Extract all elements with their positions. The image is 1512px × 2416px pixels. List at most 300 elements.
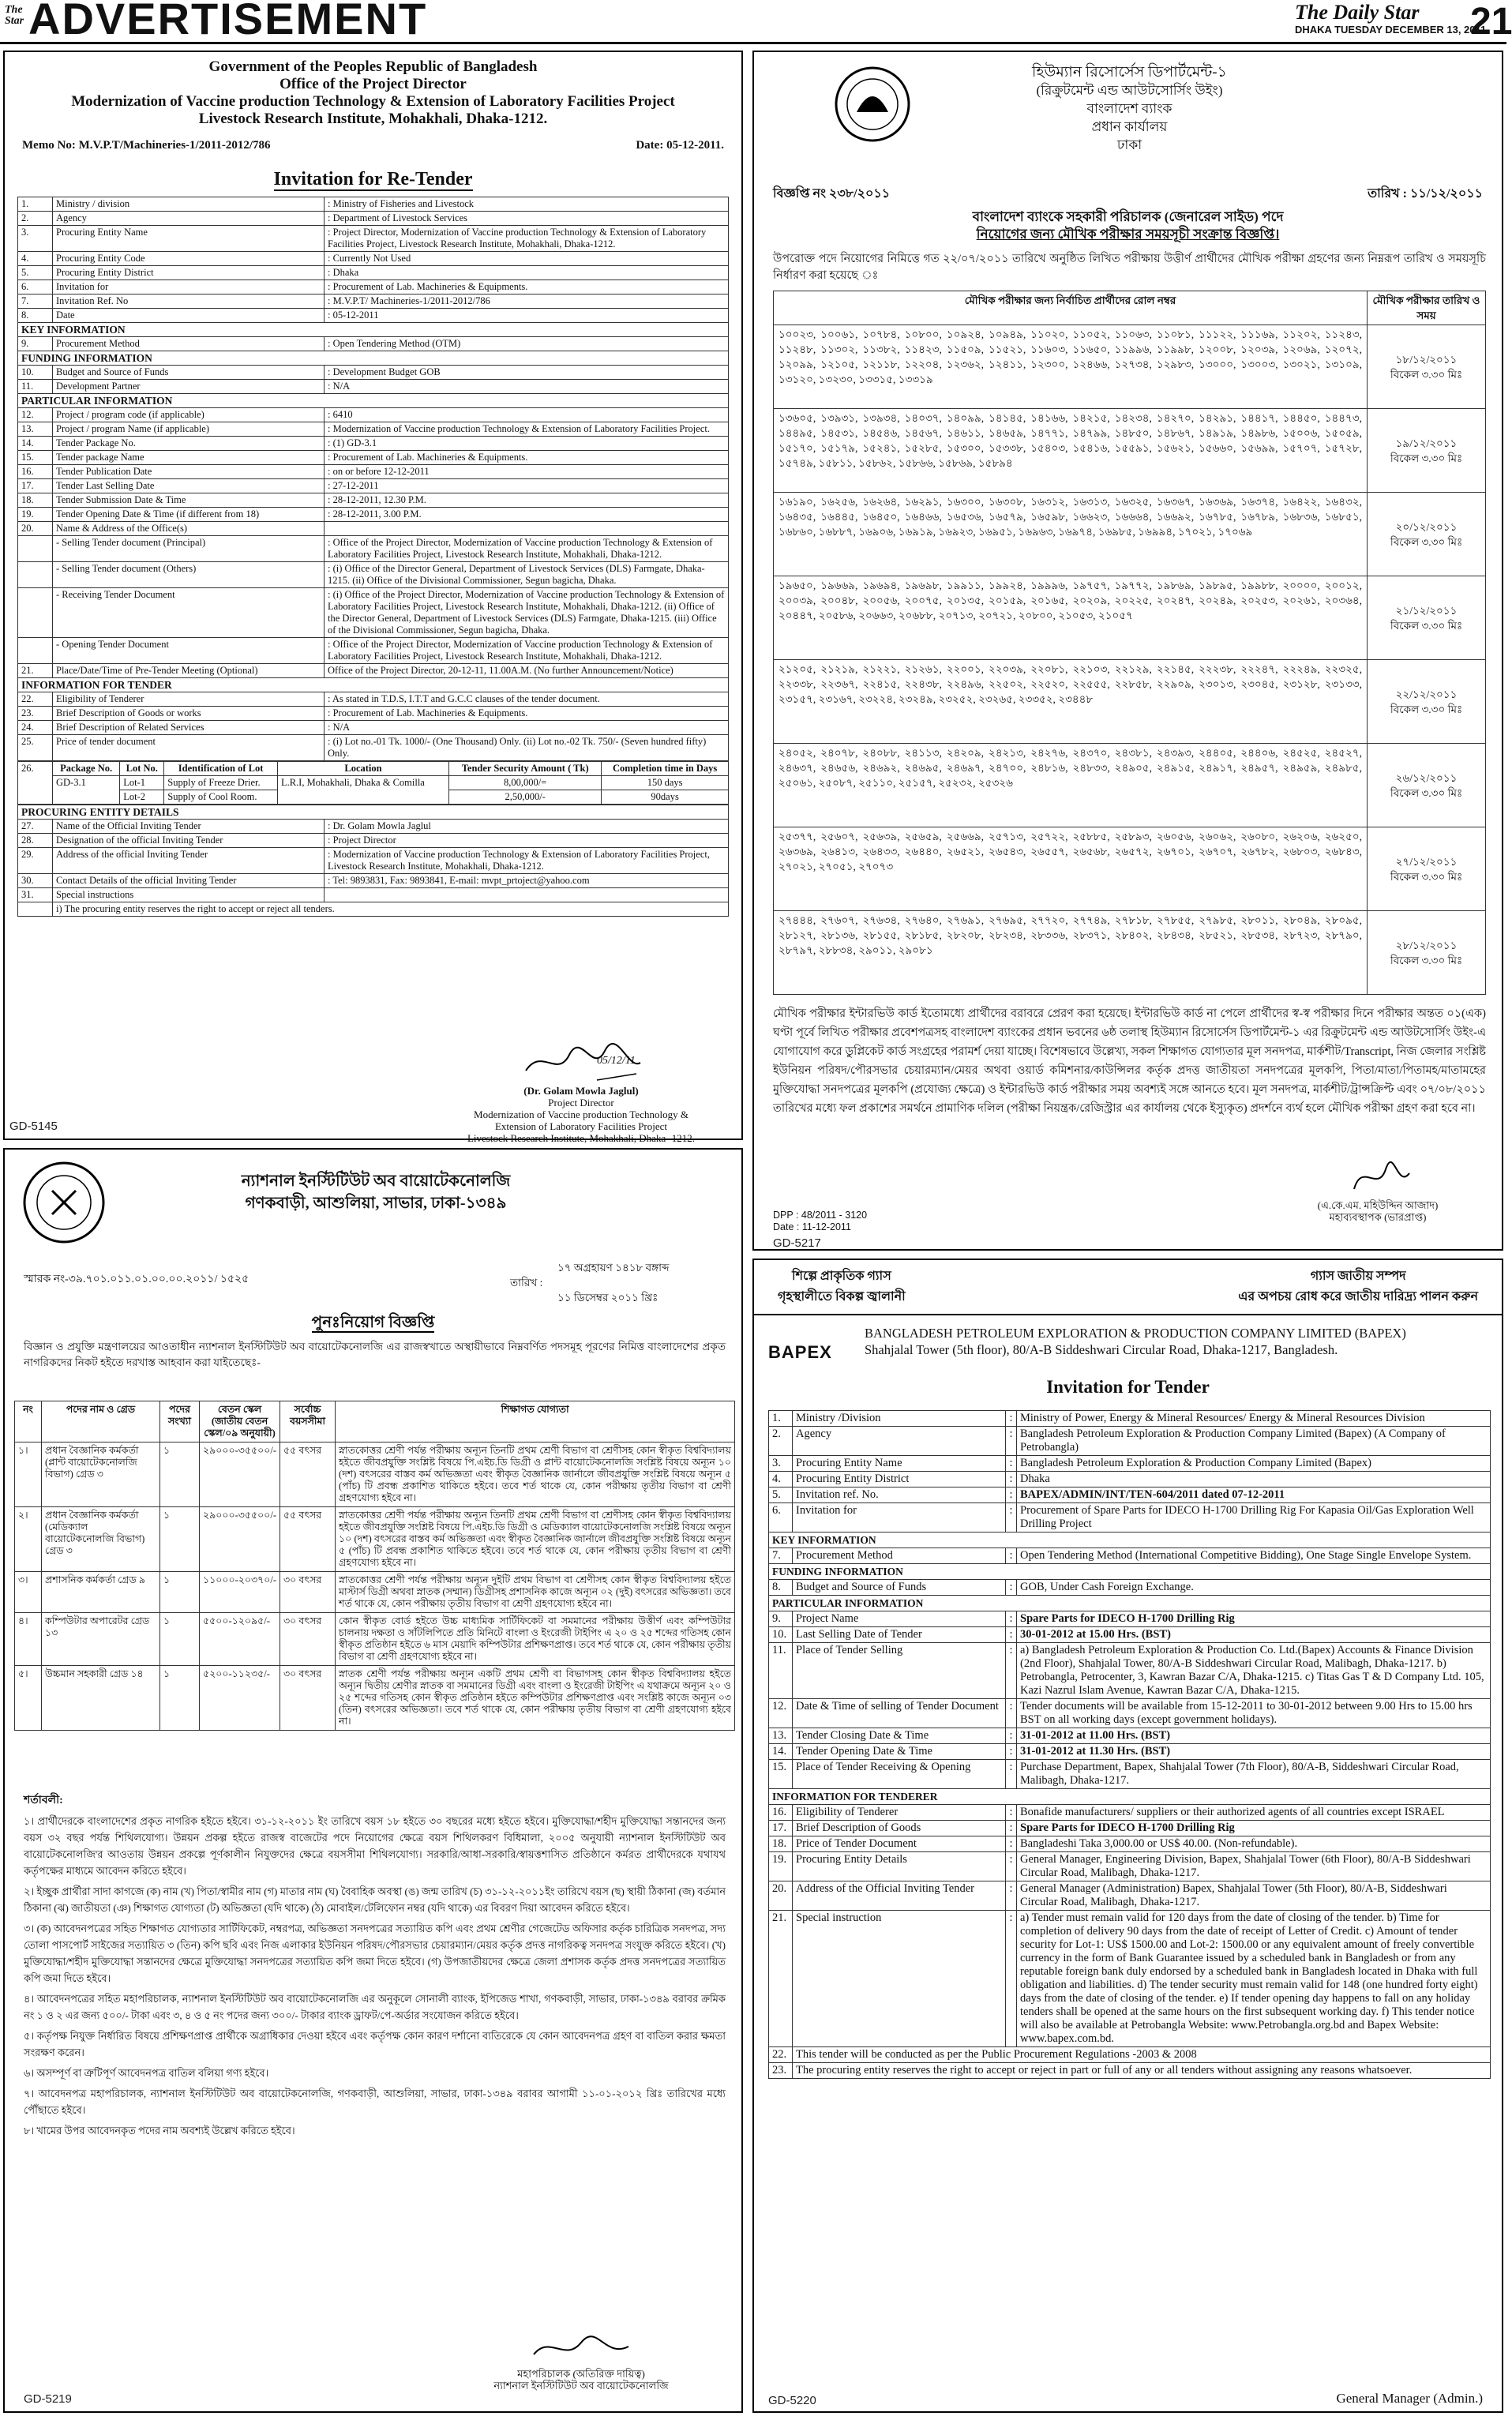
roll-numbers: ১৬১৯০, ১৬২৫৬, ১৬২৬৪, ১৬২৯১, ১৬৩০০, ১৬৩০৮, ১৬৩১২, ১৬৩১৩, ১৬৩২৫, ১৬৩৬৭, ১৬৩৬৯, ১৬৩৭৪, ১৬৪২২, ১৬৪৩২, ১৬৪৩৫, ১৬৪৪৫, ১৬৪৫০, ১৬৪৬৬, ১৬৫৩৬, ১৬৫৭৯, ১৬৫৯৮, ১৬৬২৩, ১৬৬৬৪, ১৬৬৯২, ১৬৭৮৫, ১৬৭৮৯, ১৬৮৩৬, ১৬৮৫১, ১৬৮৬০, ১৬৮৮৭, ১৬৯০৬, ১৬৯১৯, ১৬৯২৩, ১৬৯৫১, ১৬৯৬৩, ১৬৯৭৪, ১৬৯৮৫, ১৬৯৯৪, ১৭০২১, ১৭০৬৯ <box>774 493 1368 576</box>
row-label: Agency <box>793 1427 1006 1456</box>
row-value: : Modernization of Vaccine production Technology & Extension of Laboratory Facilities Project, Livestock Research Institute, Mohakhali, Dhaka-1212. <box>325 848 729 874</box>
ad1-tender-table <box>17 197 729 917</box>
roll-numbers: ১০০২৩, ১০০৬১, ১০৭৮৪, ১০৮০০, ১০৯২৪, ১০৯৪৯, ১১০২০, ১১০৫২, ১১০৬৩, ১১০৮১, ১১১২২, ১১১৬৯, ১১২০২, ১১২৪৩, ১১২৪৮, ১১৩০২, ১১৩৮২, ১১৪২৩, ১১৫০৯, ১১৫২১, ১১৬০৩, ১১৬৫০, ১১৯৯৬, ১১৯৯৮, ১২০০৮, ১২০৩৯, ১২০৬৯, ১২০৭২, ১২০৯৯, ১২১০৫, ১২১১৮, ১২২০৪, ১২৩৬২, ১২৪১১, ১২৩০০, ১২৪৬৬, ১২৭৩৪, ১২৯৮৩, ১৩০০০, ১৩০০৩, ১৩০২১, ১৩১০৯, ১৩১২০, ১৩২৩০, ১৩৩১৫, ১৩৩১৯ <box>774 325 1368 409</box>
nib-logo-icon <box>21 1159 107 1246</box>
lot-header: Tender Security Amount ( Tk) <box>449 762 602 776</box>
row-value: Procurement of Spare Parts for IDECO H-1700 Drilling Rig For Kapasia Oil/Gas Exploration Well Drilling Project <box>1017 1503 1491 1533</box>
memo-number: Memo No: M.V.P.T/Machineries-1/2011-2012/786 <box>22 139 271 152</box>
row-number <box>18 562 53 588</box>
row-value: : 27-12-2011 <box>325 479 729 493</box>
sig-line: (এ.কে.এম. মহিউদ্দিন আজাদ) <box>1317 1199 1439 1211</box>
row-colon: : <box>1006 1699 1017 1728</box>
table-row <box>18 536 729 562</box>
date-line: ১৭ অগ্রহায়ণ ১৪১৮ বঙ্গাব্দ <box>557 1262 670 1274</box>
viva-time: বিকেল ৩.৩০ মিঃ <box>1390 452 1463 464</box>
row-colon: : <box>1006 1911 1017 2047</box>
row-number: 27. <box>18 820 53 834</box>
org-address: Shahjalal Tower (5th floor), 80/A-B Siddeshwari Circular Road, Dhaka-1217, Bangladesh. <box>865 1342 1338 1357</box>
row-colon: : <box>1006 1411 1017 1427</box>
banner-left <box>778 1266 906 1307</box>
row-value: : As stated in T.D.S, I.T.T and G.C.C clauses of the tender document. <box>325 692 729 707</box>
row-label: Development Partner <box>53 380 325 394</box>
ad-vaccine-retender <box>3 51 743 1144</box>
posts-header: শিক্ষাগত যোগ্যতা <box>336 1401 735 1442</box>
row-label: Invitation for <box>53 280 325 294</box>
row-colon: : <box>1006 1580 1017 1596</box>
row-label: Ministry /Division <box>793 1411 1006 1427</box>
row-value: 30-01-2012 at 15.00 Hrs. (BST) <box>1017 1627 1491 1643</box>
row-label: Special instructions <box>53 888 325 902</box>
masthead <box>0 0 1512 44</box>
row-label: Agency <box>53 212 325 226</box>
row-number: 9. <box>18 337 53 351</box>
row-label: - Opening Tender Document <box>53 638 325 664</box>
table-row <box>18 508 729 522</box>
row-number: 8. <box>18 309 53 323</box>
row-value: : Ministry of Fisheries and Livestock <box>325 197 729 212</box>
table-row <box>18 888 729 902</box>
row-colon: : <box>1006 1643 1017 1699</box>
viva-time: বিকেল ৩.৩০ মিঃ <box>1390 535 1463 548</box>
ad1-signature-block <box>431 1039 731 1144</box>
tender-info-table <box>17 197 729 761</box>
post-row <box>15 1666 735 1731</box>
viva-date: ২৮/১২/২০১১ <box>1395 939 1458 951</box>
term-item: ৩। (ক) আবেদনপত্রের সহিত শিক্ষাগত যোগ্যতার সার্টিফিকেট, নম্বরপত্র, অভিজ্ঞতা সনদপত্রের সত্যায়িত কপি এবং প্রথম শ্রেণীর গেজেটেড অফিসার কর্তৃক চারিত্রিক সনদপত্র, সদ্য তোলা পাসপোর্ট সাইজের সত্যায়িত ৩ (তিন) কপি ছবি এবং নিজ এলাকার ইউনিয়ন পরিষদ/পৌরসভার চেয়ারম্যান/মেয়র কর্তৃক প্রদত্ত নাগরিকত্ব সনদপত্র সংযুক্ত করিতে হইবে। (খ) মুক্তিযোদ্ধা/শহীদ মুক্তিযোদ্ধা সন্তানদের ক্ষেত্রে মুক্তিযোদ্ধা সনদপত্রের সত্যায়িত কপি জমা দিতে হইবে। (গ) উপজাতীয়দের ক্ষেত্রে জেলা প্রশাসক কর্তৃক প্রদত্ত সনদপত্রের সত্যায়িত কপি জমা দিতে হইবে। <box>24 1923 726 1984</box>
row-colon: : <box>1006 1456 1017 1472</box>
section-heading: INFORMATION FOR TENDERER <box>769 1789 1491 1805</box>
term-item: ৮। খামের উপর আবেদনকৃত পদের নাম অবশ্যই উল্লেখ করিতে হইবে। <box>24 2125 295 2137</box>
row-colon: : <box>1006 1487 1017 1503</box>
row-value: Open Tendering Method (International Competitive Bidding), One Stage Single Envelope System. <box>1017 1548 1491 1564</box>
table-row <box>18 197 729 212</box>
row-colon: : <box>1006 1821 1017 1836</box>
sig-line: Livestock Research Institute, Mohakhali, Dhaka -1212. <box>467 1132 696 1144</box>
post-count: ১ <box>160 1666 200 1731</box>
lot-no: Lot-1 <box>120 776 164 790</box>
row-label: Date <box>53 309 325 323</box>
table-row <box>18 408 729 422</box>
ad4-banner <box>754 1260 1502 1315</box>
post-count: ১ <box>160 1507 200 1572</box>
row-value: Spare Parts for IDECO H-1700 Drilling Rig <box>1017 1611 1491 1627</box>
row-number: 23. <box>769 2063 793 2079</box>
row-value: : Open Tendering Method (OTM) <box>325 337 729 351</box>
row-label: Tender package Name <box>53 451 325 465</box>
table-row <box>18 280 729 294</box>
post-edu: স্নাতকোত্তর শ্রেণী পর্যন্ত পরীক্ষায় অন্যূন তিনটি প্রথম শ্রেণী বিভাগ বা শ্রেণীসহ কোন স্বীকৃত বিশ্ববিদ্যালয় হইতে জীবপ্রযুক্তি সংশ্লিষ্ট বিষয়ে পি.এইচ.ডি ডিগ্রী ও মেডিক্যাল বায়োটেকনোলজি সংশ্লিষ্ট বিষয়ে অন্যূন ১০ (দশ) বৎসরের বাস্তব কর্ম অভিজ্ঞতা এবং স্বীকৃত বৈজ্ঞানিক জার্নালে জীবপ্রযুক্তি সংশ্লিষ্ট বিষয়ে অন্যূন ৫ (পাঁচ) টি প্রবন্ধ প্রকাশিত থাকিতে হইবে। তবে শর্ত থাকে যে, কোন পরীক্ষায় তৃতীয় বিভাগ বা শ্রেণী গ্রহণযোগ্য হইবে না। <box>336 1507 735 1572</box>
row-number: 24. <box>18 721 53 735</box>
row-value: : 28-12-2011, 3.00 P.M. <box>325 508 729 522</box>
ad2-signature-graphic <box>1267 1157 1488 1197</box>
roll-col-header: মৌখিক পরীক্ষার জন্য নির্বাচিত প্রার্থীদের রোল নম্বর <box>774 291 1368 325</box>
row-number: 3. <box>769 1456 793 1472</box>
ad2-header-line: ঢাকা <box>1116 137 1142 152</box>
row-number <box>18 902 53 917</box>
roll-number-table <box>773 291 1486 995</box>
table-row <box>18 394 729 408</box>
row-value: : Development Budget GOB <box>325 366 729 380</box>
row-number: 19. <box>18 508 53 522</box>
ad-bapex-tender <box>752 1259 1503 2413</box>
row-label: - Receiving Tender Document <box>53 588 325 638</box>
viva-date: ২১/১২/২০১১ <box>1395 604 1458 617</box>
row-colon: : <box>1006 1627 1017 1643</box>
viva-schedule <box>1368 325 1486 409</box>
row-number <box>18 536 53 562</box>
roll-group-row <box>774 493 1486 576</box>
row-number: 10. <box>18 366 53 380</box>
table-row <box>18 451 729 465</box>
ad3-signature-block <box>447 2331 715 2392</box>
roll-group-row <box>774 576 1486 660</box>
row-label: Procurement Method <box>793 1548 1006 1564</box>
row-label: Invitation ref. No. <box>793 1487 1006 1503</box>
section-heading: PARTICULAR INFORMATION <box>18 394 729 408</box>
table-row <box>18 337 729 351</box>
posts-header: পদের সংখ্যা <box>160 1401 200 1442</box>
viva-schedule <box>1368 660 1486 744</box>
row-number: 12. <box>18 408 53 422</box>
viva-schedule <box>1368 576 1486 660</box>
row-label: Tender Publication Date <box>53 465 325 479</box>
section-heading: KEY INFORMATION <box>769 1533 1491 1548</box>
table-row <box>18 902 729 917</box>
row-number: 4. <box>18 252 53 266</box>
row-label: Ministry / division <box>53 197 325 212</box>
table-row <box>18 848 729 874</box>
lot-header-row <box>18 762 729 776</box>
section-heading: PROCURING ENTITY DETAILS <box>18 805 729 820</box>
row-number: 5. <box>18 266 53 280</box>
ad3-terms <box>24 1791 726 2143</box>
lot-table <box>17 761 729 805</box>
viva-date: ২৭/১২/২০১১ <box>1395 855 1458 868</box>
row-value: 31-01-2012 at 11.00 Hrs. (BST) <box>1017 1728 1491 1744</box>
row-label: Name of the Official Inviting Tender <box>53 820 325 834</box>
row-label: Procuring Entity District <box>793 1472 1006 1487</box>
row-value: : (i) Lot no.-01 Tk. 1000/- (One Thousand) Only. (ii) Lot no.-02 Tk. 750/- (Seven hundred fifty) Only. <box>325 735 729 761</box>
post-count: ১ <box>160 1572 200 1613</box>
row-number: 1. <box>769 1411 793 1427</box>
lot-header: Package No. <box>53 762 120 776</box>
table-row <box>18 638 729 664</box>
section-heading: KEY INFORMATION <box>18 323 729 337</box>
table-row <box>18 437 729 451</box>
table-row <box>769 1472 1491 1487</box>
table-row <box>18 226 729 252</box>
table-row <box>18 309 729 323</box>
row-number: 2. <box>18 212 53 226</box>
viva-date: ১৯/১২/২০১১ <box>1395 437 1458 449</box>
row-number: 11. <box>18 380 53 394</box>
row-number: 8. <box>769 1580 793 1596</box>
row-number: 26. <box>18 762 53 805</box>
row-text: i) The procuring entity reserves the right to accept or reject all tenders. <box>53 902 729 917</box>
row-label: Eligibility of Tenderer <box>793 1805 1006 1821</box>
row-label: Place/Date/Time of Pre-Tender Meeting (Optional) <box>53 664 325 678</box>
row-number: 30. <box>18 874 53 888</box>
terms-title: শর্তাবলী: <box>24 1795 63 1806</box>
row-number: 15. <box>769 1760 793 1789</box>
roll-numbers: ২৫৩৭৭, ২৫৬০৭, ২৫৬৩৯, ২৫৬৫৯, ২৫৬৬৯, ২৫৭১৩, ২৫৭২২, ২৫৮৮৫, ২৫৮৯৩, ২৬০৫৬, ২৬০৬২, ২৬০৮০, ২৬২০৬, ২৬২৫০, ২৬৩৬৯, ২৬৪১৩, ২৬৪৩৩, ২৬৪৪০, ২৬৫২১, ২৬৫৪৩, ২৬৫৫৭, ২৬৫৬৮, ২৬৫৭২, ২৬৭০১, ২৬৭০৭, ২৬৭৮২, ২৬৮০৩, ২৬৮৪৩, ২৭০২১, ২৭০৫১, ২৭০৭৩ <box>774 827 1368 911</box>
banner-line: গৃহস্থালীতে বিকল্প জ্বালানী <box>778 1290 906 1304</box>
table-row <box>769 1411 1491 1427</box>
row-colon: : <box>1006 1760 1017 1789</box>
row-value: Tender documents will be available from 15-12-2011 to 30-01-2012 between 9.00 Hrs to 15.00 hrs BST on all working days (except government holidays). <box>1017 1699 1491 1728</box>
ad2-header-line: প্রধান কার্যালয় <box>1091 119 1168 134</box>
term-item: ৬। অসম্পূর্ণ বা ত্রুটিপূর্ণ আবেদনপত্র বাতিল বলিয়া গণ্য হইবে। <box>24 2067 269 2079</box>
row-value: : Tel: 9893831, Fax: 9893841, E-mail: mvpt_prtoject@yahoo.com <box>325 874 729 888</box>
post-post: কম্পিউটার অপারেটর গ্রেড ১৩ <box>42 1613 160 1666</box>
row-label: Procuring Entity District <box>53 266 325 280</box>
table-row <box>18 707 729 721</box>
banner-line: শিল্পে প্রাকৃতিক গ্যাস <box>791 1270 891 1283</box>
row-number: 16. <box>769 1805 793 1821</box>
row-label: Place of Tender Selling <box>793 1643 1006 1699</box>
roll-numbers: ২৪০৫২, ২৪০৭৮, ২৪০৮৮, ২৪১১৩, ২৪২০৯, ২৪২১৩, ২৪২৭৬, ২৪৩৭০, ২৪৩৮১, ২৪৩৯৩, ২৪৪০৫, ২৪৪০৬, ২৪৫২৫, ২৪৫২৭, ২৪৬৩৭, ২৪৬৫৬, ২৪৬৯২, ২৪৬৯৫, ২৪৬৯৭, ২৪৭০০, ২৪৮১৬, ২৪৮৩৩, ২৪৯০৫, ২৪৯১৫, ২৪৯১৭, ২৪৯৫৭, ২৪৯৫৯, ২৪৯৮৫, ২৫০৬১, ২৫০৮৭, ২৫১১০, ২৫১৫৭, ২৫২৩২, ২৫৩২৬ <box>774 744 1368 827</box>
row-value: : Procurement of Lab. Machineries & Equipments. <box>325 707 729 721</box>
row-number: 18. <box>769 1836 793 1852</box>
dpp-line: Date : 11-12-2011 <box>773 1221 851 1232</box>
row-colon: : <box>1006 1836 1017 1852</box>
row-text: This tender will be conducted as per the Public Procurement Regulations -2003 & 2008 <box>793 2047 1491 2063</box>
ad2-header-line: হিউম্যান রিসোর্সেস ডিপার্টমেন্ট-১ <box>1032 64 1227 81</box>
post-age: ৫৫ বৎসর <box>280 1442 336 1507</box>
row-label: Procuring Entity Name <box>793 1456 1006 1472</box>
viva-schedule <box>1368 409 1486 493</box>
sig-line: Project Director <box>548 1097 614 1109</box>
viva-date: ২২/১২/২০১১ <box>1395 688 1458 700</box>
row-number: 17. <box>18 479 53 493</box>
row-label: Tender Last Selling Date <box>53 479 325 493</box>
row-value: Bangladesh Petroleum Exploration & Production Company Limited (Bapex) <box>1017 1456 1491 1472</box>
ad2-title-line: নিয়োগের জন্য মৌখিক পরীক্ষার সময়সূচী সংক্রান্ত বিজ্ঞপ্তি। <box>976 227 1280 242</box>
term-item: ৪। আবেদনপত্রের সহিত মহাপরিচালক, ন্যাশনাল ইনস্টিটিউট অব বায়োটেকনোলজি এর অনুকূলে সোনালী ব্যাংক, ইপিজেড শাখা, গণকবাড়ী, সাভার, ঢাকা-১৩৪৯ বরাবর ক্রমিক নং ১ ও ২ এর জন্য ৫০০/- টাকা এবং ৩, ৪ ও ৫ নং পদের জন্য ৩০০/- টাকার ব্যাংক ড্রাফট/পে-অর্ডার সংযোজন করিতে হইবে। <box>24 1993 726 2021</box>
table-row <box>769 1611 1491 1627</box>
row-number: 12. <box>769 1699 793 1728</box>
row-value: : M.V.P.T/ Machineries-1/2011-2012/786 <box>325 294 729 309</box>
roll-numbers: ১৯৬৫০, ১৯৬৬৯, ১৯৬৯৪, ১৯৬৯৮, ১৯৯১১, ১৯৯২৪, ১৯৯৯৬, ১৯৭৫৭, ১৯৭৭২, ১৯৮৬৯, ১৯৮৯৫, ১৯৯৮৮, ২০০০০, ২০০১২, ২০০৩৯, ২০০৪৮, ২০০৫৬, ২০০৭৫, ২০১৩৫, ২০১৫৯, ২০১৬৫, ২০২০৯, ২০২২৫, ২০২৪৭, ২০২৪৯, ২০২৫৩, ২০২৬১, ২০৩৬৪, ২০৪৪৭, ২০৫৮৬, ২০৬৬৩, ২০৬৮৮, ২০৭১৩, ২০৭২১, ২০৮০০, ২১০৫৩, ২১০৫৭ <box>774 576 1368 660</box>
row-colon: : <box>1006 1611 1017 1627</box>
row-number: 14. <box>18 437 53 451</box>
signature-date: 05/12/11 <box>597 1055 636 1067</box>
row-colon: : <box>1006 1548 1017 1564</box>
ad3-memo: স্মারক নং-৩৯.৭০১.০১১.০১.০০.০০.২০১১/ ১৫২৫ <box>24 1274 249 1285</box>
signature-scribble <box>431 1039 731 1085</box>
memo-date: Date: 05-12-2011. <box>636 139 724 152</box>
row-value: General Manager (Administration) Bapex, Shahjalal Tower (5th Floor), 80/A-B, Siddeshwari Circular Road, Malibagh, Dhaka-1217. <box>1017 1881 1491 1911</box>
row-label: - Selling Tender document (Principal) <box>53 536 325 562</box>
lot-header: Location <box>277 762 448 776</box>
bapex-tender-table <box>768 1410 1491 2079</box>
table-row <box>769 1760 1491 1789</box>
viva-time: বিকেল ৩.৩০ মিঃ <box>1390 786 1463 799</box>
row-label: Invitation for <box>793 1503 1006 1533</box>
row-value: : Project Director, Modernization of Vaccine production Technology & Extension of Laboratory Facilities Project, Livestock Research Institute, Mohakhali, Dhaka-1212. <box>325 226 729 252</box>
roll-group-row <box>774 325 1486 409</box>
table-row <box>769 1728 1491 1744</box>
post-edu: স্নাতকোত্তর শ্রেণী পর্যন্ত পরীক্ষায় অন্যূন তিনটি প্রথম শ্রেণী বিভাগ বা শ্রেণীসহ কোন স্বীকৃত বিশ্ববিদ্যালয় হইতে জীবপ্রযুক্তি সংশ্লিষ্ট বিষয়ে পি.এইচ.ডি ডিগ্রী ও প্লান্ট বায়োটেকনোলজি সংশ্লিষ্ট বিষয়ে অন্যূন ১০ (দশ) বৎসরের বাস্তব কর্ম অভিজ্ঞতা এবং স্বীকৃত বৈজ্ঞানিক জার্নালে জীবপ্রযুক্তি সংশ্লিষ্ট বিষয়ে অন্যূন ৫ (পাঁচ) টি প্রবন্ধ প্রকাশিত থাকিতে হইবে। তবে শর্ত থাকে যে, কোন পরীক্ষায় তৃতীয় বিভাগ বা শ্রেণী গ্রহণযোগ্য হইবে না। <box>336 1442 735 1507</box>
row-label: Special instruction <box>793 1911 1006 2047</box>
notice-date: তারিখ : ১১/১২/২০১১ <box>1368 187 1483 201</box>
sig-line: (Dr. Golam Mowla Jaglul) <box>523 1085 639 1097</box>
table-row <box>18 805 729 820</box>
ad2-title-line: বাংলাদেশ ব্যাংকে সহকারী পরিচালক (জেনারেল সাইড) পদে <box>972 209 1284 224</box>
sig-line: ন্যাশনাল ইনস্টিটিউট অব বায়োটেকনোলজি <box>493 2380 669 2392</box>
row-value: Bangladesh Petroleum Exploration & Production Company Limited (Bapex) (A Company of Petrobangla) <box>1017 1427 1491 1456</box>
table-row <box>18 522 729 536</box>
row-label: Budget and Source of Funds <box>53 366 325 380</box>
table-row <box>18 380 729 394</box>
ad-bangladesh-bank-viva <box>752 51 1503 1251</box>
row-value: BAPEX/ADMIN/INT/TEN-604/2011 dated 07-12-2011 <box>1017 1487 1491 1503</box>
table-row <box>18 212 729 226</box>
row-value: Office of the Project Director, 20-12-11, 11.00A.M. (No further Announcement/Notice) <box>325 664 729 678</box>
date-col-header: মৌখিক পরীক্ষার তারিখ ও সময় <box>1368 291 1486 325</box>
star-logo: The Star <box>5 4 24 27</box>
row-number: 16. <box>18 465 53 479</box>
row-label: Date & Time of selling of Tender Document <box>793 1699 1006 1728</box>
row-value: : N/A <box>325 721 729 735</box>
lot-header: Lot No. <box>120 762 164 776</box>
roll-table <box>773 291 1486 995</box>
date-line: তারিখ : <box>510 1277 543 1289</box>
post-scale: ২৯০০০-৩৫৫০০/- <box>200 1442 280 1507</box>
posts-header: সর্বোচ্চ বয়সসীমা <box>280 1401 336 1442</box>
row-number <box>18 588 53 638</box>
row-label: Price of Tender Document <box>793 1836 1006 1852</box>
row-number: 7. <box>18 294 53 309</box>
row-colon: : <box>1006 1503 1017 1533</box>
table-row <box>769 1881 1491 1911</box>
row-value: : (i) Office of the Director General, Department of Livestock Services (DLS) Farmgate, Dhaka-1215. (ii) Office of the Divisional Commissioner, Segun bagicha, Dhaka. <box>325 562 729 588</box>
row-colon: : <box>1006 1852 1017 1881</box>
row-label: Address of the official Inviting Tender <box>53 848 325 874</box>
org-name: BANGLADESH PETROLEUM EXPLORATION & PRODUCTION COMPANY LIMITED (BAPEX) <box>865 1326 1406 1341</box>
table-row <box>18 820 729 834</box>
row-label: Name & Address of the Office(s) <box>53 522 325 536</box>
table-row <box>18 735 729 761</box>
row-value: 31-01-2012 at 11.30 Hrs. (BST) <box>1017 1744 1491 1760</box>
ad1-title: Invitation for Re-Tender <box>273 169 473 189</box>
row-label: Brief Description of Goods or works <box>53 707 325 721</box>
term-item: ৫। কর্তৃপক্ষ নিযুক্ত নির্ধারিত বিষয়ে প্রশিক্ষণপ্রাপ্ত প্রার্থীকে অগ্রাধিকার দেওয়া হইবে এবং কর্তৃপক্ষ কোন কারণ দর্শানো ব্যতিরেকে যে কোন আবেদনপত্র গ্রহণ বা বাতিল করার ক্ষমতা সংরক্ষণ করেন। <box>24 2030 726 2058</box>
post-age: ৫৫ বৎসর <box>280 1507 336 1572</box>
posts-header: পদের নাম ও গ্রেড <box>42 1401 160 1442</box>
viva-time: বিকেল ৩.৩০ মিঃ <box>1390 954 1463 966</box>
row-number: 11. <box>769 1643 793 1699</box>
sig-line: মহাপরিচালক (অতিরিক্ত দায়িত্ব) <box>517 2368 645 2380</box>
post-edu: কোন স্বীকৃত বোর্ড হইতে উচ্চ মাধ্যমিক সার্টিফিকেট বা সমমানের পরীক্ষায় উত্তীর্ণ এবং কম্পিউটার চালনায় দক্ষতা ও সাঁটলিপিতে প্রতি মিনিটে বাংলা ও ইংরেজী টাইপিং এ ২০ ও ২৫ শব্দের গতিসহ কোন স্বীকৃত প্রতিষ্ঠান হইতে ৬ মাস মেয়াদি কম্পিউটার প্রশিক্ষণপ্রাপ্ত। তবে শর্ত থাকে যে, কোন পরীক্ষায় তৃতীয় বিভাগ বা শ্রেণী গ্রহণযোগ্য হইবে না। <box>336 1613 735 1666</box>
post-post: প্রধান বৈজ্ঞানিক কর্মকর্তা (প্লান্ট বায়োটেকনোলজি বিভাগ) গ্রেড ৩ <box>42 1442 160 1507</box>
page-number: 21 <box>1470 1 1512 43</box>
table-row <box>769 1533 1491 1548</box>
table-row <box>18 588 729 638</box>
ad2-intro: উপরোক্ত পদে নিয়োগের নিমিত্তে গত ২২/০৭/২০১১ তারিখে অনুষ্ঠিত লিখিত পরীক্ষায় উত্তীর্ণ প্রার্থীদের মৌখিক পরীক্ষা গ্রহণের জন্য নিম্নরূপ তারিখ ও সময়সূচি নির্ধারণ করা হয়েছে ঃ <box>773 253 1486 282</box>
row-value: GOB, Under Cash Foreign Exchange. <box>1017 1580 1491 1596</box>
row-label: Project / program code (if applicable) <box>53 408 325 422</box>
table-row <box>18 664 729 678</box>
row-value: : on or before 12-12-2011 <box>325 465 729 479</box>
table-row <box>769 1456 1491 1472</box>
ad2-header-line: বাংলাদেশ ব্যাংক <box>1086 101 1172 116</box>
ad1-signature-graphic <box>431 1039 731 1085</box>
notice-number: বিজ্ঞপ্তি নং ২৩৮/২০১১ <box>773 187 891 201</box>
lot-identification: Supply of Cool Room. <box>164 790 278 805</box>
ad2-header-line: (রিক্রুটমেন্ট এন্ড আউটসোর্সিং উইং) <box>1036 83 1223 98</box>
viva-time: বিকেল ৩.৩০ মিঃ <box>1390 368 1463 381</box>
row-number: 29. <box>18 848 53 874</box>
posts-header: নং <box>15 1401 42 1442</box>
roll-numbers: ১৩৬০৫, ১৩৯৩১, ১৩৯৩৪, ১৪০৩৭, ১৪০৯৯, ১৪১৪৫, ১৪১৬৬, ১৪২১৫, ১৪২৩৪, ১৪২৭০, ১৪২৯১, ১৪৪১৭, ১৪৪৫০, ১৪৪৭৩, ১৪৪৯৫, ১৪৫৩১, ১৪৫৪৬, ১৪৫৬৭, ১৪৬১১, ১৪৬৫৯, ১৪৭৭১, ১৪৭৯৯, ১৪৮৫০, ১৪৮৬৭, ১৪৯১৯, ১৪৯৮৬, ১৫০০৬, ১৫০৫৯, ১৫১৭০, ১৫১৭৯, ১৫২৪১, ১৫২৮৫, ১৫৩০০, ১৫৩৩৮, ১৫৪০৩, ১৫৪১৬, ১৫৫৯১, ১৫৬২১, ১৫৬৬০, ১৫৬৯৯, ১৫৭০৭, ১৫৭২৮, ১৫৭৪৯, ১৫৮১১, ১৫৮৬২, ১৫৮৬৬, ১৫৮৬৯, ১৫৮৯৪ <box>774 409 1368 493</box>
table-row <box>769 1580 1491 1596</box>
ad2-title <box>754 208 1502 243</box>
table-row <box>18 465 729 479</box>
row-label: Project Name <box>793 1611 1006 1627</box>
lot-no: Lot-2 <box>120 790 164 805</box>
row-number: 23. <box>18 707 53 721</box>
ad3-intro: বিজ্ঞান ও প্রযুক্তি মন্ত্রণালয়ের আওতাধীন ন্যাশনাল ইনস্টিটিউট অব বায়োটেকনোলজি এর রাজস্বখাতে অস্থায়ীভাবে নিম্নবর্ণিত পদসমূহ পূরণের নিমিত্ত বাংলাদেশের প্রকৃত নাগরিকদের নিকট হইতে দরখাস্ত আহবান করা যাইতেছেঃ- <box>24 1341 726 1368</box>
row-value: : Currently Not Used <box>325 252 729 266</box>
dpp-info <box>773 1210 867 1233</box>
row-number: 22. <box>18 692 53 707</box>
table-row <box>769 1627 1491 1643</box>
table-row <box>769 1836 1491 1852</box>
post-post: প্রধান বৈজ্ঞানিক কর্মকর্তা (মেডিক্যাল বায়োটেকনোলজি বিভাগ) গ্রেড ৩ <box>42 1507 160 1572</box>
row-value: : Modernization of Vaccine production Technology & Extension of Laboratory Facilities Project. <box>325 422 729 437</box>
posts-table <box>14 1401 735 1731</box>
row-value: : Office of the Project Director, Modernization of Vaccine production Technology & Extension of Laboratory Facilities Project, Livestock Research Institute, Mohakhali, Dhaka-1212. <box>325 638 729 664</box>
row-value: : Office of the Project Director, Modernization of Vaccine production Technology & Extension of Laboratory Facilities Project, Livestock Research Institute, Mohakhali, Dhaka-1212. <box>325 536 729 562</box>
post-post: প্রশাসনিক কর্মকর্তা গ্রেড ৯ <box>42 1572 160 1613</box>
dpp-line: DPP : 48/2011 - 3120 <box>773 1210 868 1221</box>
row-number: 4. <box>769 1472 793 1487</box>
viva-schedule <box>1368 493 1486 576</box>
row-value: Ministry of Power, Energy & Mineral Resources/ Energy & Mineral Resources Division <box>1017 1411 1491 1427</box>
row-number: 31. <box>18 888 53 902</box>
post-count: ১ <box>160 1442 200 1507</box>
row-label: Place of Tender Receiving & Opening <box>793 1760 1006 1789</box>
issue-date: DHAKA TUESDAY DECEMBER 13, 2011 <box>1295 24 1487 36</box>
ad4-title: Invitation for Tender <box>1046 1377 1210 1397</box>
sig-line: Extension of Laboratory Facilities Project <box>494 1120 668 1132</box>
lot-header: Completion time in Days <box>602 762 729 776</box>
roll-header-row <box>774 291 1486 325</box>
viva-schedule <box>1368 911 1486 995</box>
row-label: Tender Package No. <box>53 437 325 451</box>
table-row <box>18 422 729 437</box>
lot-header: Identification of Lot <box>164 762 278 776</box>
row-label: Brief Description of Goods <box>793 1821 1006 1836</box>
term-item: ১। প্রার্থীদেরকে বাংলাদেশের প্রকৃত নাগরিক হইতে হইবে। ৩১-১২-২০১১ ইং তারিখে বয়স ১৮ হইতে ৩০ বছরের মধ্যে হইতে হইবে। মুক্তিযোদ্ধা/শহীদ মুক্তিযোদ্ধা সন্তানদের জন্য বয়স ৩২ বছর পর্যন্ত শিথিলযোগ্য। উন্নয়ন প্রকল্প হইতে রাজস্ব বাজেটের পদে নিয়োগের ক্ষেত্রে বয়স শিথিলকরণ বিধিমালা, ২০০৫ অনুযায়ী ন্যাশনাল ইনস্টিটিউট অব বায়োটেকনোলজি'র আওতায় উন্নয়ন প্রকল্পে পূর্ণকালীন নিযুক্তদের ক্ষেত্রে বয়সসীমা শিথিলযোগ্য। সরকারি/আধা-সরকারি/স্বায়ত্তশাসিত প্রতিষ্ঠানে কর্মরত প্রার্থীদেরকে যথাযথ কর্তৃপক্ষের মাধ্যমে আবেদন করিতে হইবে। <box>24 1815 726 1877</box>
roll-group-row <box>774 827 1486 911</box>
tender-info-table <box>17 805 729 917</box>
ad3-title: পুনঃনিয়োগ বিজ্ঞপ্তি <box>311 1314 435 1331</box>
row-number: 19. <box>769 1852 793 1881</box>
roll-group-row <box>774 744 1486 827</box>
post-edu: স্নাতক শ্রেণী পর্যন্ত পরীক্ষায় অন্যূন একটি প্রথম শ্রেণী বা বিভাগসহ কোন স্বীকৃত বিশ্ববিদ্যালয় হইতে অন্যূন দ্বিতীয় শ্রেণীর স্নাতক বা সমমানের ডিগ্রী এবং বাংলা ও ইংরেজী টাইপিং এ যথাক্রমে অন্যূন ২০ ও ২৫ শব্দের গতিসহ কোন স্বীকৃত প্রতিষ্ঠান হইতে কম্পিউটার প্রশিক্ষণপ্রাপ্ত এবং সংশ্লিষ্ট কাজে অন্যূন ০৩ (তিন) বৎসরের অভিজ্ঞতা। তবে শর্ত থাকে যে, কোন পরীক্ষায় তৃতীয় বিভাগ বা শ্রেণী গ্রহণযোগ্য হইবে না। <box>336 1666 735 1731</box>
table-row <box>769 1503 1491 1533</box>
viva-time: বিকেল ৩.৩০ মিঃ <box>1390 619 1463 632</box>
post-edu: স্নাতকোত্তর শ্রেণী পর্যন্ত পরীক্ষায় অন্যূন দুইটি প্রথম বিভাগ বা শ্রেণীসহ কোন স্বীকৃত বিশ্ববিদ্যালয় হইতে মাস্টার্স ডিগ্রী অথবা স্নাতক (সম্মান) ডিগ্রীসহ প্রশাসনিক কাজে অন্যূন ০২ (দুই) বৎসরের অভিজ্ঞতা। তবে শর্ত থাকে যে, কোন পরীক্ষায় তৃতীয় বিভাগ বা শ্রেণী গ্রহণযোগ্য হইবে না। <box>336 1572 735 1613</box>
post-n: ৫। <box>15 1666 42 1731</box>
row-label: Procuring Entity Name <box>53 226 325 252</box>
term-item: ২। ইচ্ছুক প্রার্থীরা সাদা কাগজে (ক) নাম (খ) পিতা/স্বামীর নাম (গ) মাতার নাম (ঘ) বৈবাহিক অবস্থা (ঙ) জন্ম তারিখ (চ) ৩১-১২-২০১১ইং তারিখে বয়স (ছ) স্থায়ী ঠিকানা (জ) বর্তমান ঠিকানা (ঝ) জাতীয়তা (ঞ) শিক্ষাগত যোগ্যতা (ট) অভিজ্ঞতা (যদি থাকে) (ঠ) মোবাইল/টেলিফোন নম্বর (যদি থাকে) এর বিবরণ দিয়া আবেদন করিতে হইবে। <box>24 1885 726 1914</box>
table-row <box>18 493 729 508</box>
row-label: Procurement Method <box>53 337 325 351</box>
post-scale: ৫৫০০-১২০৯৫/- <box>200 1613 280 1666</box>
